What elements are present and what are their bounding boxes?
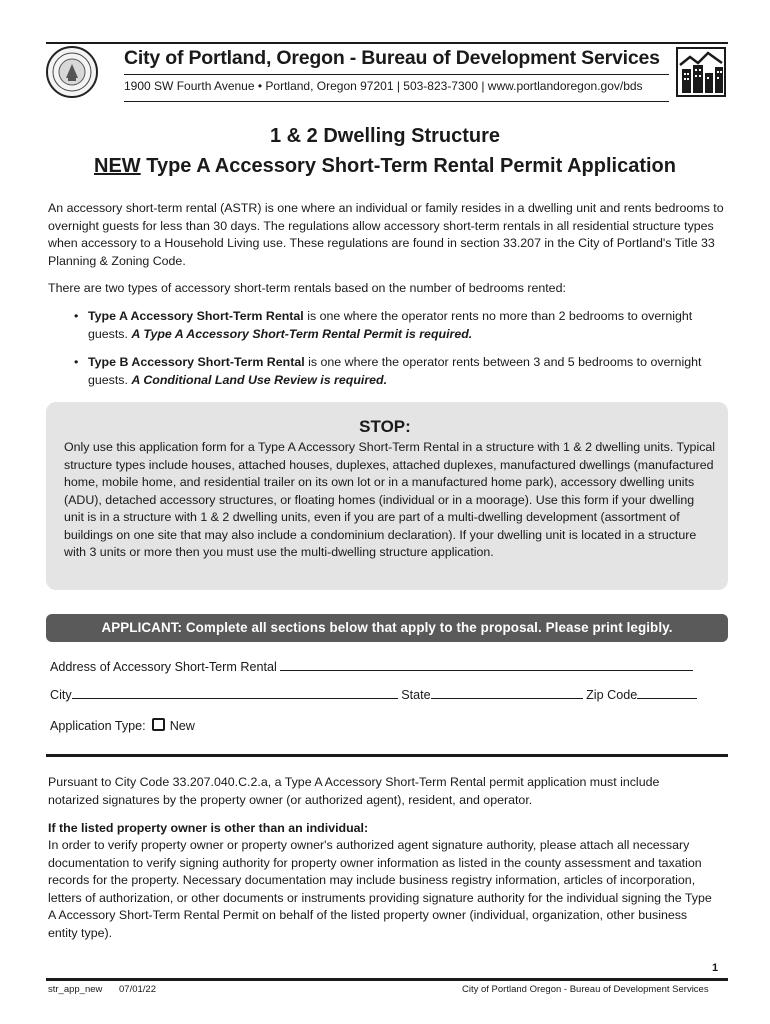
owner-heading: If the listed property owner is other than an individual: bbox=[48, 821, 369, 835]
city-seal-logo bbox=[46, 46, 98, 98]
city-input-line[interactable] bbox=[72, 686, 398, 699]
page-number: 1 bbox=[712, 962, 719, 974]
application-type-row bbox=[50, 718, 195, 733]
bullet-dot: • bbox=[74, 355, 79, 369]
stop-text: Only use this application form for a Type A Accessory Short-Term Rental in a structure with 1 & 2 dwelling units. Typical structure types include houses, attached houses, duplexes, attached duplexes, manufactured dwellings (manufactured home, mobile home, and residential trailer on its own lot or in a manufactured home park), accessory dwelling units (ADU), detached accessory structures, or floating homes (individual or in a moorage). Use this form if your dwelling unit is in a structure with 1 & 2 dwelling units, even if you are part of a multi-dwelling development (assortment of buildings on one site that may also include a condominium declaration). If your dwelling unit is located in a structure with 3 units or more then you must use the multi-dwelling structure application. bbox=[64, 440, 716, 559]
page-title-line1: 1 & 2 Dwelling Structure bbox=[269, 125, 501, 147]
state-label: State bbox=[401, 688, 431, 702]
owner-paragraph: In order to verify property owner or property owner's authorized agent signature authority, please attach all necessary documentation to verify signing authority for property owner information as listed in the county assessment and taxation records for the property. Necessary documentation may include business registry information, articles of incorporation, letters of authorization, or other documents or instruments providing signature authority for the individual signing the Type A Accessory Short-Term Rental Permit on behalf of the listed property owner (individual, organization, other business entity type). bbox=[48, 838, 712, 940]
address-input-line[interactable] bbox=[280, 658, 693, 671]
bullet-text: is one where the operator rents between 3 and 5 bedrooms to overnight guests. bbox=[88, 355, 702, 387]
bullet-type-b bbox=[74, 354, 728, 389]
footer-form-code: str_app_new bbox=[48, 984, 103, 995]
city-label: City bbox=[50, 688, 72, 702]
types-intro: There are two types of accessory short-term rentals based on the number of bedrooms rented: bbox=[48, 281, 566, 295]
bds-building-logo bbox=[676, 47, 726, 97]
bullet-dot: • bbox=[74, 309, 79, 323]
city-state-zip-row bbox=[50, 686, 697, 702]
zip-input-line[interactable] bbox=[637, 686, 697, 699]
footer-organization: City of Portland Oregon - Bureau of Development Services bbox=[462, 984, 709, 995]
header-top-rule bbox=[46, 42, 728, 44]
applicant-instructions-bar: APPLICANT: Complete all sections below that apply to the proposal. Please print legibly. bbox=[46, 614, 728, 642]
state-input-line[interactable] bbox=[431, 686, 583, 699]
section-divider bbox=[46, 754, 728, 757]
stop-title: STOP: bbox=[359, 417, 411, 436]
footer-rule bbox=[46, 978, 728, 981]
header-bottom-rule bbox=[124, 101, 669, 102]
zip-label: Zip Code bbox=[586, 688, 638, 702]
footer-date: 07/01/22 bbox=[119, 984, 156, 995]
pursuant-paragraph: Pursuant to City Code 33.207.040.C.2.a, a Type A Accessory Short-Term Rental permit application must include notarized signatures by the property owner (or authorized agent), resident, and operator. bbox=[48, 775, 660, 807]
bullet-note: A Type A Accessory Short-Term Rental Permit is required. bbox=[131, 326, 473, 341]
bullet-text: is one where the operator rents no more than 2 bedrooms to overnight guests. bbox=[88, 309, 693, 341]
organization-title: City of Portland, Oregon - Bureau of Development Services bbox=[124, 47, 660, 69]
page-title-line2 bbox=[0, 155, 770, 178]
bullet-type-a bbox=[74, 308, 728, 343]
new-option-label: New bbox=[169, 719, 195, 733]
intro-paragraph: An accessory short-term rental (ASTR) is one where an individual or family resides in a dwelling unit and rents bedrooms to overnight guests for less than 30 days. The regulations allow accessory short-term rentals in all residential structure types when accessory to a Household Living use. These regulations are found in section 33.207 in the City of Portland's Title 33 Planning & Zoning Code. bbox=[48, 201, 724, 268]
bullet-term: Type B Accessory Short-Term Rental bbox=[88, 355, 305, 369]
application-type-label: Application Type: bbox=[50, 719, 146, 733]
title-new-word: NEW bbox=[94, 155, 141, 177]
bullet-term: Type A Accessory Short-Term Rental bbox=[88, 309, 304, 323]
address-label: Address of Accessory Short-Term Rental bbox=[50, 660, 277, 674]
bullet-note: A Conditional Land Use Review is required. bbox=[131, 372, 388, 387]
organization-address: 1900 SW Fourth Avenue • Portland, Oregon 97201 | 503-823-7300 | www.portlandoregon.gov/bds bbox=[124, 79, 643, 93]
new-checkbox[interactable] bbox=[152, 718, 165, 731]
header-mid-rule bbox=[124, 74, 669, 75]
address-field[interactable] bbox=[50, 658, 693, 674]
title-rest: Type A Accessory Short-Term Rental Permit Application bbox=[140, 155, 676, 177]
